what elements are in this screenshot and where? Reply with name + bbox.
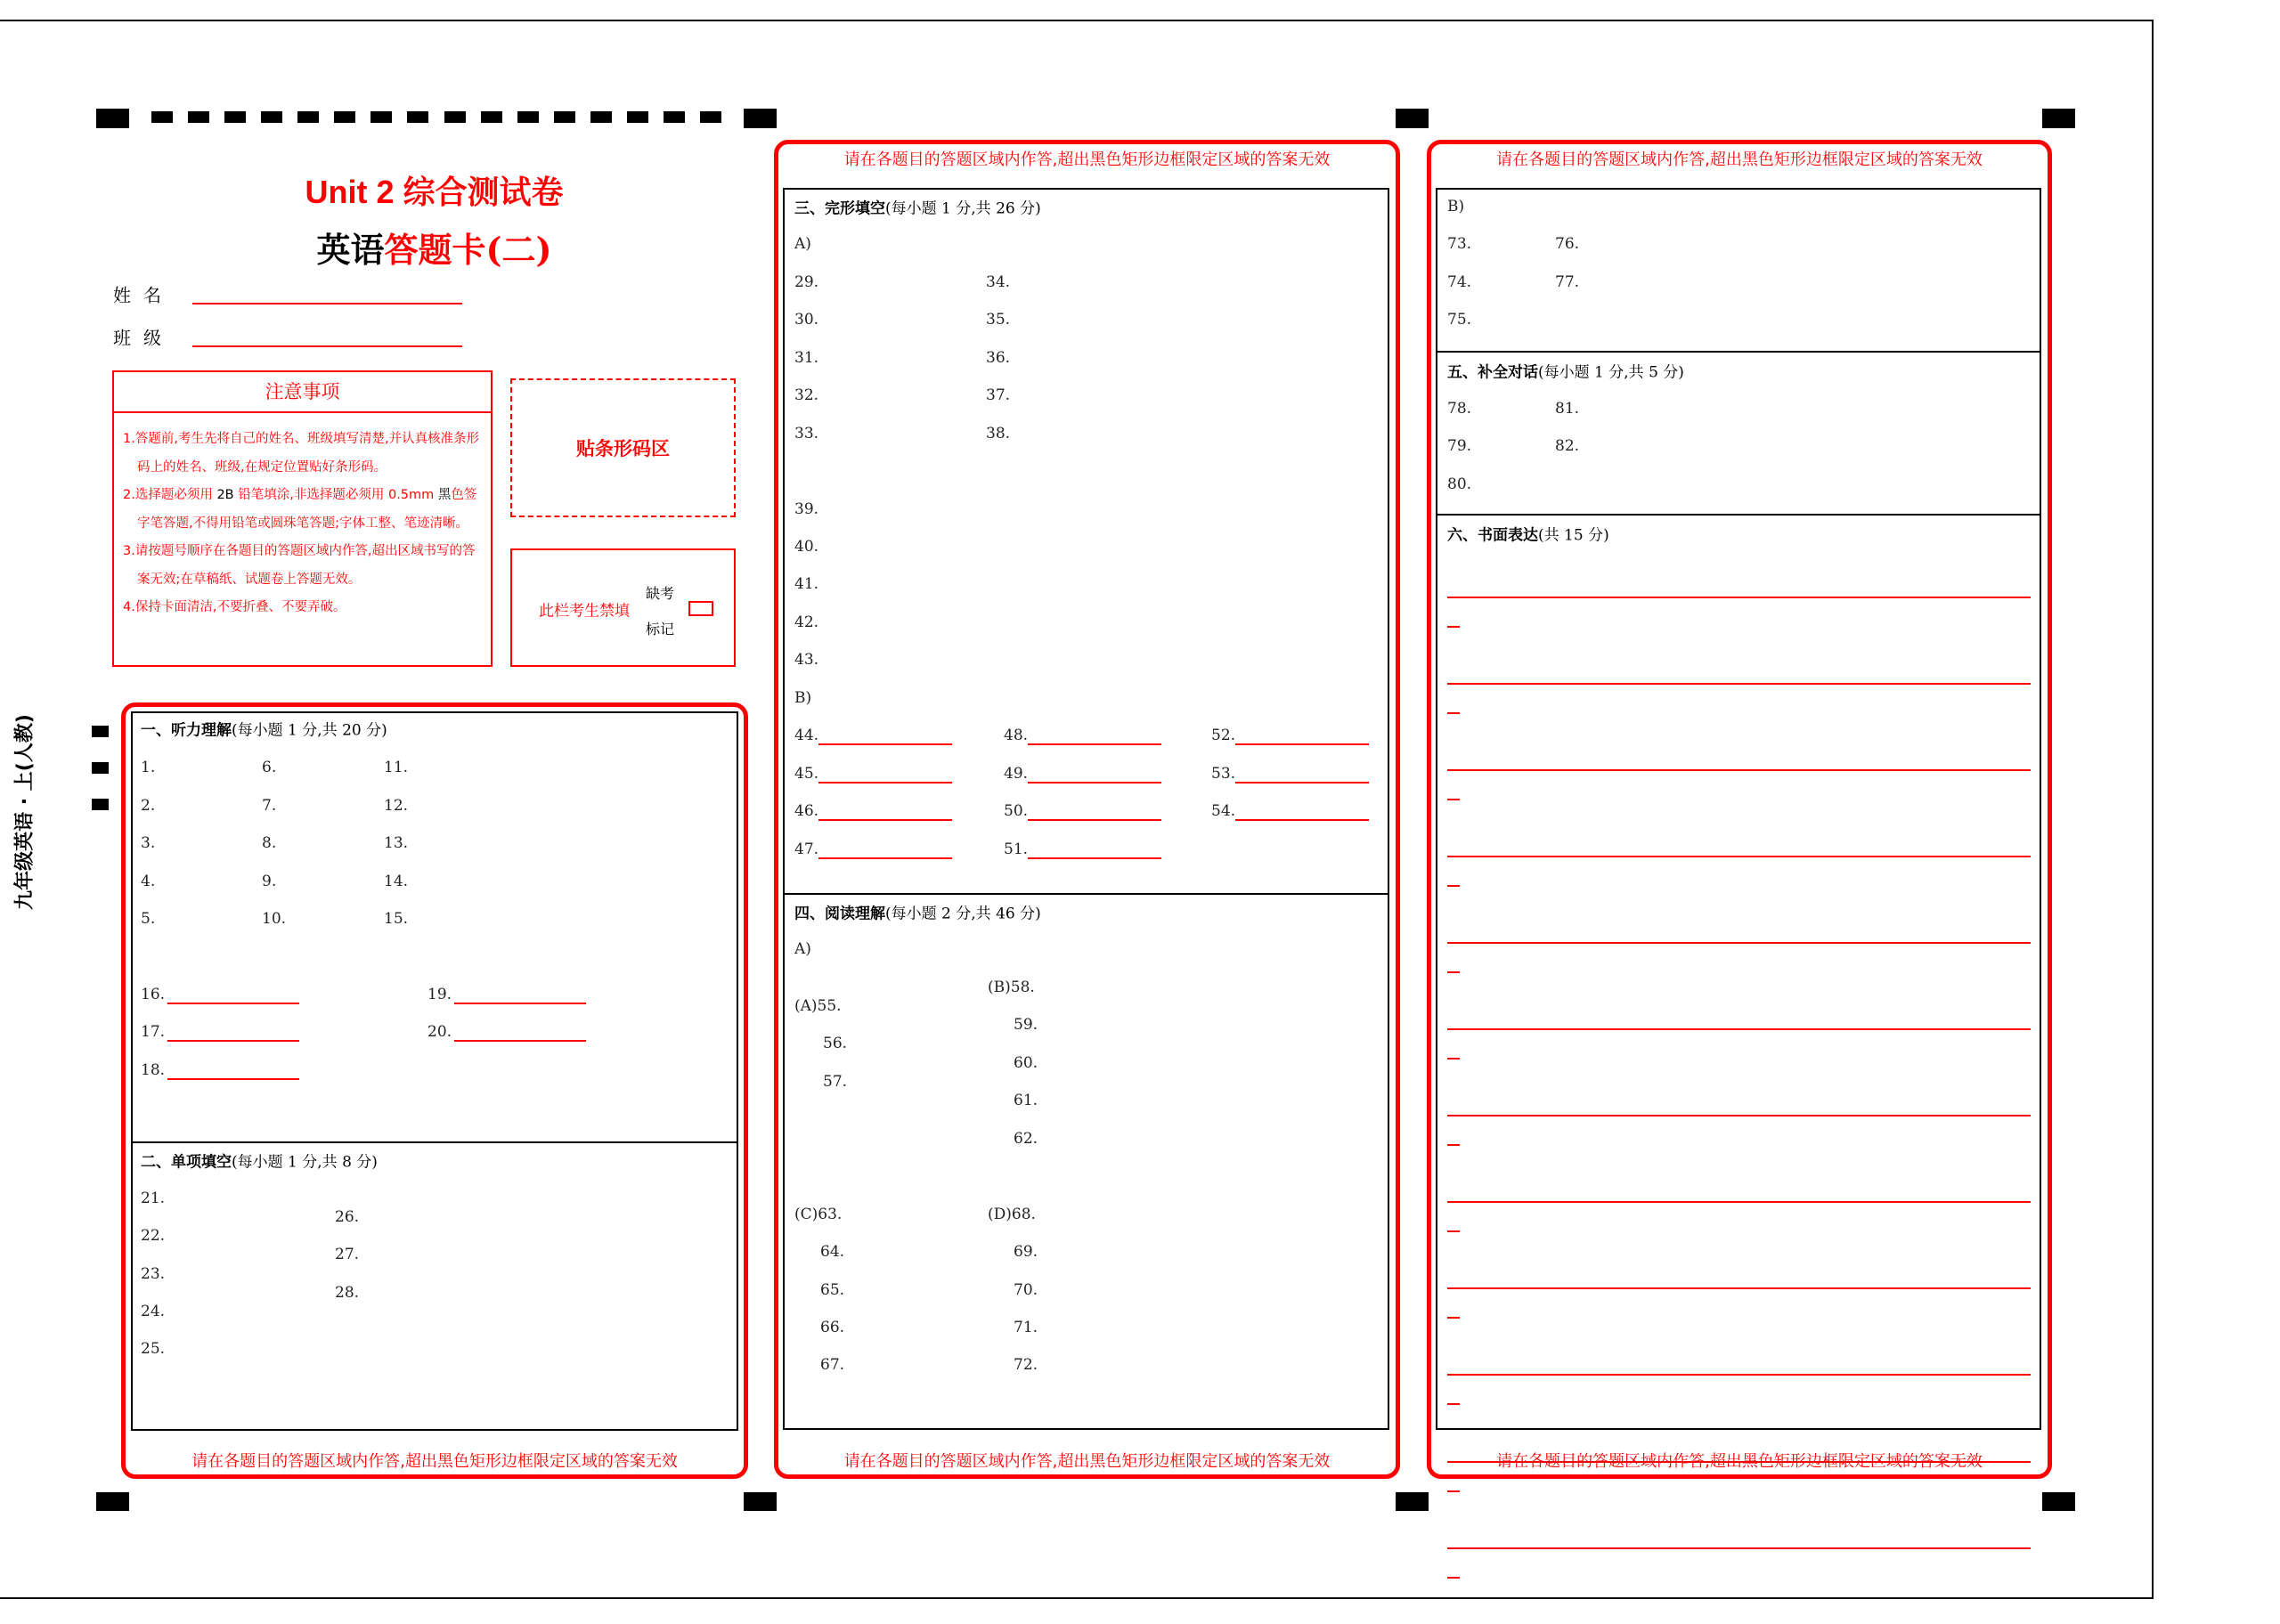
timing-marker: [224, 111, 246, 123]
question-number: 24.: [141, 1303, 166, 1320]
timing-marker: [188, 111, 209, 123]
writing-line-marker: [1447, 971, 1460, 973]
timing-marker: [481, 111, 502, 123]
notice-title: 注意事项: [114, 372, 491, 413]
answer-blank[interactable]: [1028, 819, 1161, 821]
answer-blank[interactable]: [1235, 819, 1369, 821]
question-number: 18.: [141, 1061, 166, 1079]
answer-blank[interactable]: [1028, 743, 1161, 745]
absent-mark-label-bottom: 标记: [646, 621, 675, 637]
question-number: 62.: [1014, 1130, 1038, 1148]
question-number: 33.: [794, 425, 819, 443]
boundary-warning: 请在各题目的答题区域内作答,超出黑色矩形边框限定区域的答案无效: [191, 1452, 678, 1471]
section-title-reading: 四、阅读理解(每小题 2 分,共 46 分): [794, 905, 1041, 923]
name-label: 姓名: [113, 284, 174, 306]
question-number: 75.: [1447, 311, 1472, 329]
part-label: B): [1447, 198, 1465, 215]
question-number: 49.: [1004, 765, 1029, 783]
part-label: A): [794, 940, 811, 958]
writing-line-marker: [1447, 1230, 1460, 1232]
question-number: 19.: [428, 986, 452, 1003]
question-number: 7.: [262, 797, 277, 815]
question-number: 59.: [1014, 1016, 1038, 1034]
side-marker: [92, 762, 109, 774]
notice-item: 1.答题前,考生先将自己的姓名、班级填写清楚,并认真核准条形码上的姓名、班级,在规定位置贴好条形码。: [123, 432, 480, 475]
question-number: 44.: [794, 727, 819, 744]
question-number: 23.: [141, 1265, 166, 1283]
timing-marker: [96, 109, 129, 128]
question-number: 39.: [794, 500, 819, 518]
card-title-type: 答题卡(二): [384, 230, 552, 270]
side-label: 九年级英语 · 上(人教): [13, 714, 37, 910]
side-marker: [92, 726, 109, 737]
question-number: 80.: [1447, 475, 1472, 493]
timing-marker: [1396, 1492, 1429, 1511]
notice-item: 3.请按题号顺序在各题目的答题区域内作答,超出区域书写的答案无效;在草稿纸、试题卷上答题无效。: [123, 544, 476, 587]
timing-marker: [2042, 1492, 2075, 1511]
timing-marker: [700, 111, 721, 123]
question-number: 21.: [141, 1190, 166, 1207]
question-number: 78.: [1447, 400, 1472, 418]
question-number: 13.: [384, 834, 409, 852]
question-number: 76.: [1555, 235, 1580, 253]
writing-line-marker: [1447, 1490, 1460, 1492]
question-number: 79.: [1447, 437, 1472, 455]
question-number: 50.: [1004, 802, 1029, 820]
timing-marker: [334, 111, 355, 123]
section-title-dialogue: 五、补全对话(每小题 1 分,共 5 分): [1447, 363, 1684, 382]
part-label: B): [794, 689, 812, 707]
question-number: 72.: [1014, 1356, 1038, 1374]
question-number: 34.: [986, 273, 1011, 291]
card-title: [0, 223, 868, 272]
writing-line-marker: [1447, 799, 1460, 800]
answer-blank[interactable]: [818, 819, 952, 821]
question-number: 4.: [141, 873, 156, 890]
question-number: 38.: [986, 425, 1011, 443]
question-number: 42.: [794, 613, 819, 631]
writing-line[interactable]: [1447, 856, 2031, 857]
question-number: 10.: [262, 910, 287, 928]
question-number: 47.: [794, 840, 819, 858]
question-number: (B)58.: [988, 978, 1035, 996]
writing-line-marker: [1447, 1058, 1460, 1060]
answer-blank[interactable]: [818, 782, 952, 784]
question-number: 48.: [1004, 727, 1029, 744]
absent-checkbox[interactable]: [688, 601, 713, 616]
notice-item: 4.保持卡面清洁,不要折叠、不要弄破。: [123, 600, 346, 614]
barcode-area: 贴条形码区: [510, 378, 736, 517]
question-number: 51.: [1004, 840, 1029, 858]
question-number: 27.: [335, 1246, 360, 1263]
answer-blank[interactable]: [1028, 782, 1161, 784]
question-number: 31.: [794, 349, 819, 367]
timing-marker: [590, 111, 612, 123]
question-number: 81.: [1555, 400, 1580, 418]
notice-box: [112, 370, 493, 667]
section-title-listening: 一、听力理解(每小题 1 分,共 20 分): [141, 721, 387, 740]
answer-blank[interactable]: [167, 1003, 299, 1004]
writing-line-marker: [1447, 1317, 1460, 1319]
timing-marker: [554, 111, 575, 123]
question-number: 53.: [1211, 765, 1236, 783]
question-number: 29.: [794, 273, 819, 291]
question-number: 60.: [1014, 1054, 1038, 1072]
question-number: 37.: [986, 386, 1011, 404]
question-number: 65.: [820, 1281, 845, 1299]
timing-marker: [664, 111, 685, 123]
question-number: 73.: [1447, 235, 1472, 253]
card-title-subject: 英语: [316, 230, 385, 270]
question-number: 12.: [384, 797, 409, 815]
question-number: 45.: [794, 765, 819, 783]
answer-blank[interactable]: [167, 1078, 299, 1080]
question-number: 46.: [794, 802, 819, 820]
question-number: 52.: [1211, 727, 1236, 744]
writing-line-marker: [1447, 712, 1460, 714]
writing-line[interactable]: [1447, 1201, 2031, 1203]
answer-blank[interactable]: [454, 1040, 586, 1042]
section-title-single-choice: 二、单项填空(每小题 1 分,共 8 分): [141, 1153, 378, 1172]
question-number: 26.: [335, 1208, 360, 1226]
timing-marker: [744, 109, 777, 128]
writing-line-marker: [1447, 1403, 1460, 1405]
timing-marker: [517, 111, 539, 123]
question-number: 64.: [820, 1243, 845, 1261]
question-number: 41.: [794, 575, 819, 593]
question-number: 3.: [141, 834, 156, 852]
timing-marker: [96, 1492, 129, 1511]
question-number: 77.: [1555, 273, 1580, 291]
writing-line[interactable]: [1447, 683, 2031, 685]
question-number: 22.: [141, 1227, 166, 1245]
class-field[interactable]: [192, 345, 462, 347]
boundary-warning: 请在各题目的答题区域内作答,超出黑色矩形边框限定区域的答案无效: [1496, 1452, 1983, 1471]
absent-mark-box: [510, 548, 736, 667]
question-number: (D)68.: [988, 1206, 1036, 1223]
answer-box-middle: [783, 188, 1389, 1430]
question-number: 14.: [384, 873, 409, 890]
question-number: 25.: [141, 1340, 166, 1358]
boundary-warning: 请在各题目的答题区域内作答,超出黑色矩形边框限定区域的答案无效: [843, 150, 1331, 169]
question-number: 61.: [1014, 1092, 1038, 1109]
boundary-warning: 请在各题目的答题区域内作答,超出黑色矩形边框限定区域的答案无效: [843, 1452, 1331, 1471]
section-title-writing: 六、书面表达(共 15 分): [1447, 526, 1609, 545]
writing-line-marker: [1447, 1577, 1460, 1579]
question-number: 56.: [823, 1035, 848, 1052]
question-number: 69.: [1014, 1243, 1038, 1261]
answer-blank[interactable]: [818, 743, 952, 745]
question-number: 20.: [428, 1023, 452, 1041]
question-number: 1.: [141, 759, 156, 776]
answer-blank[interactable]: [818, 857, 952, 859]
question-number: 35.: [986, 311, 1011, 329]
writing-line[interactable]: [1447, 1547, 2031, 1549]
writing-line[interactable]: [1447, 769, 2031, 771]
part-label: A): [794, 235, 811, 253]
answer-blank[interactable]: [167, 1040, 299, 1042]
question-number: 30.: [794, 311, 819, 329]
absent-mark-label-top: 缺考: [646, 585, 675, 602]
question-number: 57.: [823, 1073, 848, 1091]
notice-item: 2.选择题必须用 2B 铅笔填涂,非选择题必须用 0.5mm 黑色签字笔答题,不得用铅笔或圆珠笔答题;字体工整、笔迹清晰。: [123, 488, 477, 531]
side-marker: [92, 799, 109, 810]
question-number: 9.: [262, 873, 277, 890]
question-number: 67.: [820, 1356, 845, 1374]
answer-box-left: [131, 711, 738, 1431]
name-field[interactable]: [192, 303, 462, 304]
question-number: (C)63.: [794, 1206, 843, 1223]
question-number: 28.: [335, 1284, 360, 1302]
section-divider: [783, 893, 1389, 895]
question-number: 71.: [1014, 1319, 1038, 1336]
writing-line[interactable]: [1447, 1287, 2031, 1289]
question-number: 17.: [141, 1023, 166, 1041]
timing-marker: [627, 111, 648, 123]
answer-blank[interactable]: [1028, 857, 1161, 859]
question-number: 15.: [384, 910, 409, 928]
answer-blank[interactable]: [1235, 782, 1369, 784]
question-number: 8.: [262, 834, 277, 852]
timing-marker: [444, 111, 466, 123]
question-number: 74.: [1447, 273, 1472, 291]
class-label: 班级: [113, 327, 174, 349]
exam-title: Unit 2 综合测试卷: [305, 174, 564, 210]
section-divider: [131, 1141, 738, 1143]
answer-blank[interactable]: [1235, 743, 1369, 745]
writing-line[interactable]: [1447, 597, 2031, 598]
question-number: 5.: [141, 910, 156, 928]
writing-line[interactable]: [1447, 1374, 2031, 1376]
writing-line[interactable]: [1447, 1028, 2031, 1030]
boundary-warning: 请在各题目的答题区域内作答,超出黑色矩形边框限定区域的答案无效: [1496, 150, 1983, 169]
timing-marker: [370, 111, 392, 123]
section-divider: [1436, 514, 2041, 516]
question-number: 11.: [384, 759, 409, 776]
timing-marker: [151, 111, 173, 123]
question-number: 32.: [794, 386, 819, 404]
question-number: 70.: [1014, 1281, 1038, 1299]
question-number: 43.: [794, 651, 819, 669]
question-number: 40.: [794, 538, 819, 556]
writing-line[interactable]: [1447, 942, 2031, 944]
timing-marker: [1396, 109, 1429, 128]
timing-marker: [744, 1492, 777, 1511]
answer-blank[interactable]: [454, 1003, 586, 1004]
timing-marker: [2042, 109, 2075, 128]
writing-line-marker: [1447, 1144, 1460, 1146]
notice-list: [123, 426, 484, 622]
question-number: 16.: [141, 986, 166, 1003]
question-number: 6.: [262, 759, 277, 776]
question-number: 36.: [986, 349, 1011, 367]
writing-line[interactable]: [1447, 1115, 2031, 1116]
timing-marker: [261, 111, 282, 123]
section-title-cloze: 三、完形填空(每小题 1 分,共 26 分): [794, 199, 1041, 218]
section-divider: [1436, 351, 2041, 353]
question-number: 54.: [1211, 802, 1236, 820]
absent-note: 此栏考生禁填: [539, 602, 630, 621]
writing-line-marker: [1447, 885, 1460, 887]
timing-marker: [407, 111, 428, 123]
timing-marker: [297, 111, 319, 123]
question-number: 66.: [820, 1319, 845, 1336]
question-number: 82.: [1555, 437, 1580, 455]
question-number: 2.: [141, 797, 156, 815]
writing-line-marker: [1447, 626, 1460, 628]
question-number: (A)55.: [794, 997, 842, 1015]
